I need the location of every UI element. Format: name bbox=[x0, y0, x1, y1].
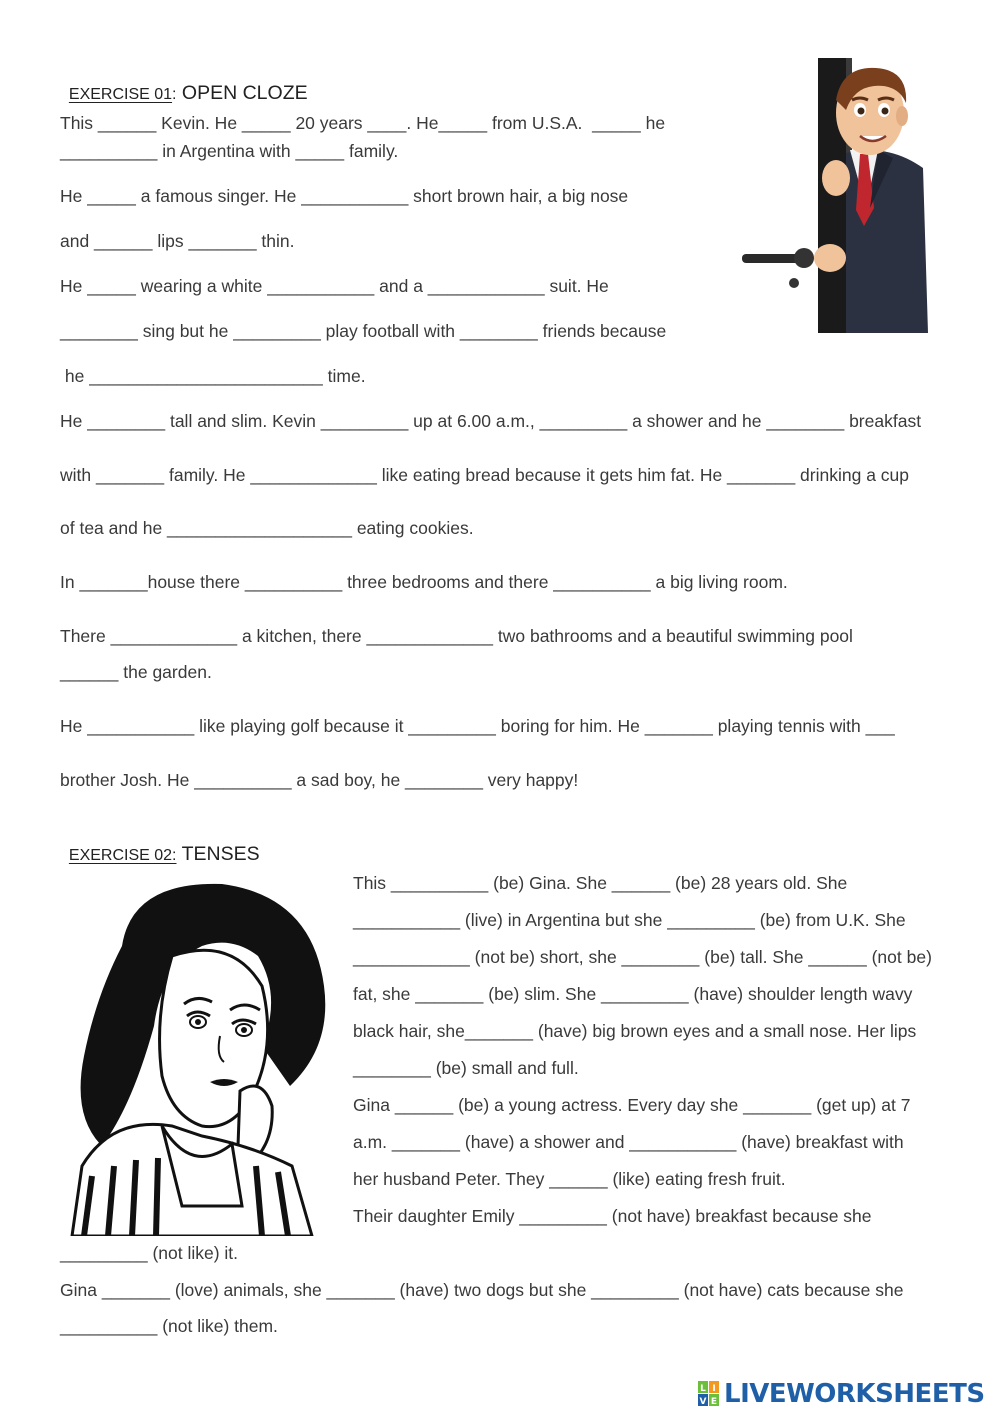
cloze-line-5: He _____ wearing a white ___________ and a ____________ suit. He bbox=[60, 276, 609, 296]
cloze-line-14: He ___________ like playing golf because it _________ boring for him. He _______ playing tennis with ___ bbox=[60, 716, 895, 736]
liveworksheets-logo bbox=[698, 1378, 985, 1410]
man-peeking-door-illustration bbox=[738, 58, 938, 333]
cloze-line-7: he ________________________ time. bbox=[60, 366, 366, 386]
logo-letter-l: L bbox=[700, 1384, 706, 1394]
cloze-line-9: with _______ family. He _____________ like eating bread because it gets him fat. He _______ drinking a cup bbox=[60, 465, 909, 485]
tenses-line-7: Gina ______ (be) a young actress. Every day she _______ (get up) at 7 bbox=[353, 1095, 911, 1115]
exercise-01-title: OPEN CLOZE bbox=[176, 82, 308, 104]
cloze-line-13: ______ the garden. bbox=[60, 662, 212, 682]
cloze-line-4: and ______ lips _______ thin. bbox=[60, 231, 295, 251]
tenses-line-10: Their daughter Emily _________ (not have) breakfast because she bbox=[353, 1206, 872, 1226]
tenses-line-3: ____________ (not be) short, she ________ (be) tall. She ______ (not be) bbox=[353, 947, 932, 967]
tenses-line-2: ___________ (live) in Argentina but she _________ (be) from U.K. She bbox=[353, 910, 906, 930]
cloze-line-10: of tea and he ___________________ eating cookies. bbox=[60, 518, 474, 538]
exercise-02-title: TENSES bbox=[176, 843, 260, 865]
logo-letter-i: I bbox=[712, 1384, 716, 1394]
tenses-line-6: ________ (be) small and full. bbox=[353, 1058, 579, 1078]
tenses-line-8: a.m. _______ (have) a shower and ___________ (have) breakfast with bbox=[353, 1132, 904, 1152]
cloze-line-3: He _____ a famous singer. He ___________ short brown hair, a big nose bbox=[60, 186, 629, 206]
tenses-line-4: fat, she _______ (be) slim. She _________ (have) shoulder length wavy bbox=[353, 984, 913, 1004]
cloze-line-11: In _______house there __________ three bedrooms and there __________ a big living room. bbox=[60, 572, 788, 592]
cloze-line-1: This ______ Kevin. He _____ 20 years ____. He_____ from U.S.A. _____ he bbox=[60, 113, 666, 133]
exercise-01-number: EXERCISE 01 bbox=[68, 86, 173, 103]
tenses-line-13: __________ (not like) them. bbox=[60, 1316, 278, 1336]
cloze-line-6: ________ sing but he _________ play football with ________ friends because bbox=[60, 321, 667, 341]
exercise-01-heading bbox=[60, 64, 308, 105]
tenses-line-9: her husband Peter. They ______ (like) eating fresh fruit. bbox=[353, 1169, 786, 1189]
cloze-line-15: brother Josh. He __________ a sad boy, he ________ very happy! bbox=[60, 770, 579, 790]
cloze-line-2: __________ in Argentina with _____ family. bbox=[60, 141, 399, 161]
exercise-02-heading bbox=[60, 825, 260, 866]
tenses-line-11: _________ (not like) it. bbox=[60, 1243, 239, 1263]
cloze-line-12: There _____________ a kitchen, there _____________ two bathrooms and a beautiful swimming pool bbox=[60, 626, 853, 646]
exercise-01-colon: : bbox=[172, 86, 177, 103]
logo-letter-v: V bbox=[699, 1397, 707, 1407]
tenses-line-5: black hair, she_______ (have) big brown eyes and a small nose. Her lips bbox=[353, 1021, 917, 1041]
exercise-02-number: EXERCISE 02: bbox=[68, 847, 177, 864]
logo-letter-e: E bbox=[710, 1397, 718, 1407]
woman-retro-illustration bbox=[62, 876, 332, 1236]
liveworksheets-brand-text: LIVEWORKSHEETS bbox=[724, 1379, 985, 1409]
tenses-line-12: Gina _______ (love) animals, she _______ (have) two dogs but she _________ (not have) cats because she bbox=[60, 1280, 904, 1300]
tenses-line-1: This __________ (be) Gina. She ______ (be) 28 years old. She bbox=[353, 873, 848, 893]
liveworksheets-logo-icon bbox=[698, 1381, 720, 1407]
cloze-line-8: He ________ tall and slim. Kevin _________ up at 6.00 a.m., _________ a shower and he ________ breakfast bbox=[60, 411, 922, 431]
